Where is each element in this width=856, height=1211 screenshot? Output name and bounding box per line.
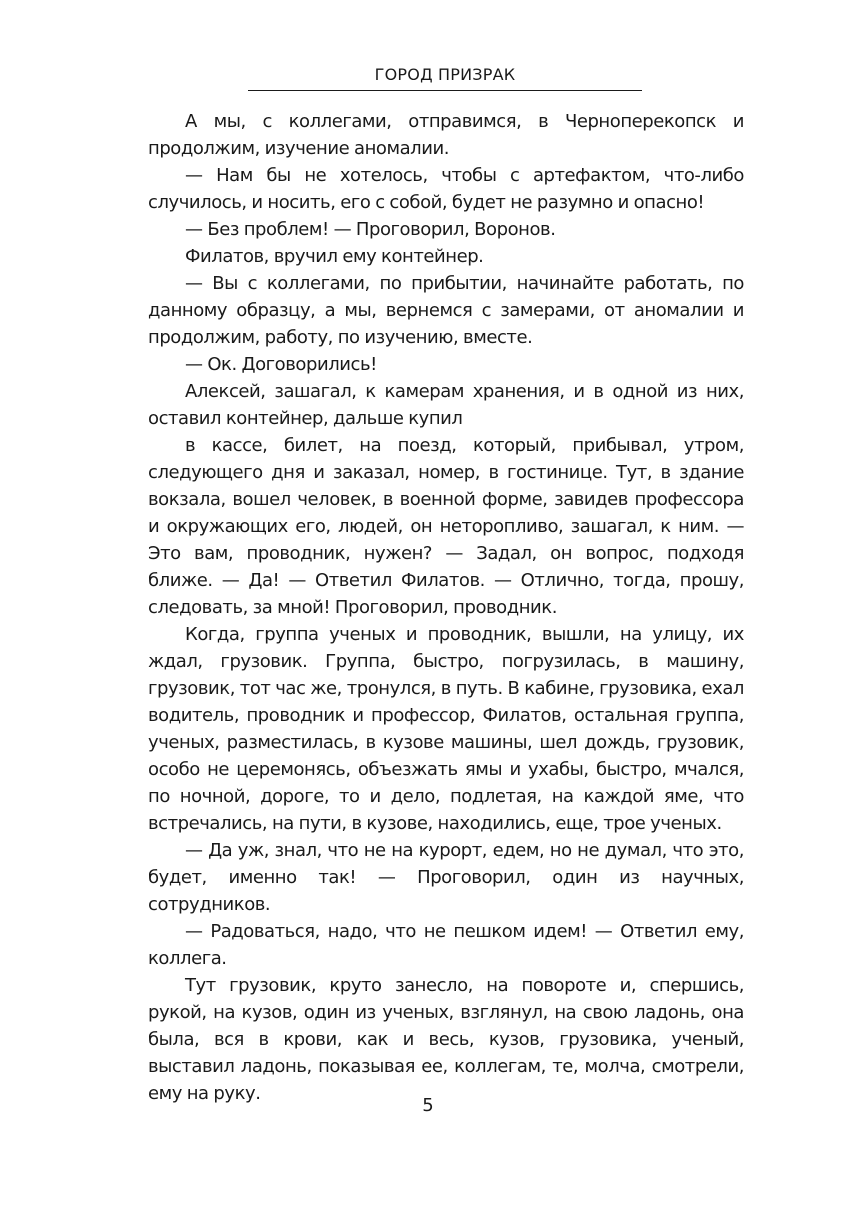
running-header	[248, 64, 642, 91]
paragraph: Когда, группа ученых и проводник, вышли, на улицу, их ждал, грузовик. Группа, быстро, погрузилась, в машину, грузовик, тот час же, тронулся, в путь. В кабине, грузовика, ехал водитель, проводник и профессор, Филатов, остальная группа, ученых, разместилась, в кузове машины, шел дождь, грузовик, особо не церемонясь, объезжать ямы и ухабы, быстро, мчался, по ночной, дороге, то и дело, подлетая, на каждой яме, что встречались, на пути, в кузове, находились, еще, трое ученых.	[148, 624, 744, 834]
paragraph: — Нам бы не хотелось, чтобы с артефактом, что-либо случилось, и носить, его с собой, будет не разумно и опасно!	[148, 165, 744, 213]
page-body	[148, 108, 744, 1107]
paragraph: — Да уж, знал, что не на курорт, едем, но не думал, что это, будет, именно так! — Проговорил, один из научных, сотрудников.	[148, 840, 744, 915]
paragraph: Тут грузовик, круто занесло, на повороте и, спершись, рукой, на кузов, один из ученых, взглянул, на свою ладонь, она была, вся в крови, как и весь, кузов, грузовика, ученый, выставил ладонь, показывая ее, коллегам, те, молча, смотрели, ему на руку.	[148, 975, 744, 1104]
paragraph: — Вы с коллегами, по прибытии, начинайте работать, по данному образцу, а мы, вернемся с замерами, от аномалии и продолжим, работу, по изучению, вместе.	[148, 273, 744, 348]
paragraph: Алексей, зашагал, к камерам хранения, и в одной из них, оставил контейнер, дальше купил	[148, 381, 744, 429]
paragraph: в кассе, билет, на поезд, который, прибывал, утром, следующего дня и заказал, номер, в гостинице. Тут, в здание вокзала, вошел человек, в военной форме, завидев профессора и окружающих его, людей, он неторопливо, зашагал, к ним. — Это вам, проводник, нужен? — Задал, он вопрос, подходя ближе. — Да! — Ответил Филатов. — Отлично, тогда, прошу, следовать, за мной! Проговорил, проводник.	[148, 435, 744, 618]
paragraph: Филатов, вручил ему контейнер.	[185, 246, 484, 267]
paragraph: А мы, с коллегами, отправимся, в Черноперекопск и продолжим, изучение аномалии.	[148, 111, 744, 159]
running-header-title: ГОРОД ПРИЗРАК	[374, 65, 516, 84]
page-number: 5	[422, 1095, 434, 1116]
paragraph: — Ок. Договорились!	[185, 354, 377, 375]
paragraph: — Без проблем! — Проговорил, Воронов.	[185, 219, 556, 240]
paragraph: — Радоваться, надо, что не пешком идем! — Ответил ему, коллега.	[148, 921, 744, 969]
